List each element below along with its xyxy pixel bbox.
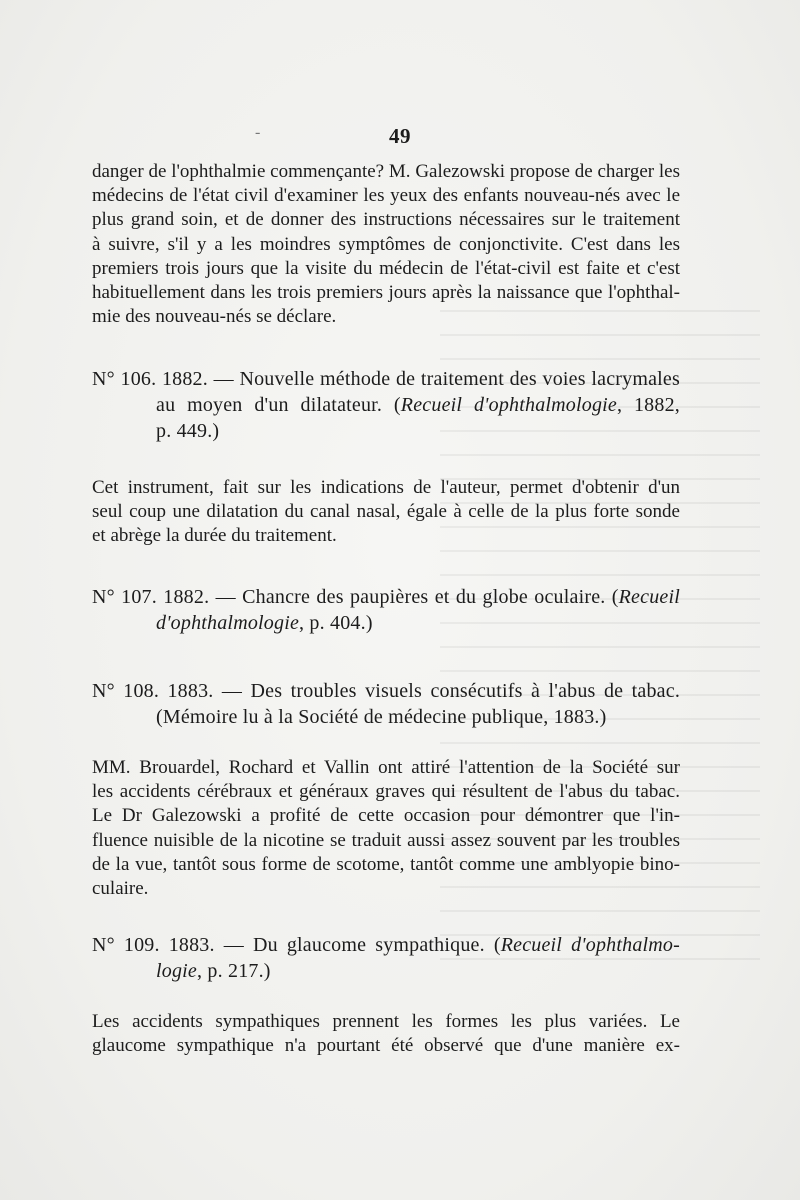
text-line: médecins de l'état civil d'examiner les yeux des enfants nouveau-nés avec le bbox=[92, 185, 680, 207]
entry-107-line1 bbox=[92, 584, 680, 610]
entry-title: — Chancre des paupières et du globe oculaire. ( bbox=[215, 586, 619, 608]
text-line: Les accidents sympathiques prennent les formes les plus variées. Le bbox=[92, 1011, 680, 1032]
text-line: Le Dr Galezowski a profité de cette occasion pour démontrer que l'in- bbox=[92, 805, 680, 827]
entry-number: N° 107. bbox=[92, 586, 157, 608]
entry-title-cont: au moyen d'un dilatateur. ( bbox=[156, 394, 401, 416]
entry-109-heading bbox=[92, 932, 680, 984]
journal-name: Recueil d'ophthalmo- bbox=[500, 934, 680, 956]
entry-number: N° 109. bbox=[92, 934, 160, 956]
text-line: culaire. bbox=[92, 878, 149, 900]
text-line: fluence nuisible de la nicotine se traduit aussi assez souvent par les troubles bbox=[92, 829, 680, 851]
entry-106-line1 bbox=[92, 366, 680, 392]
entry-108-line1 bbox=[92, 678, 680, 704]
journal-name: Recueil d'ophthalmologie bbox=[400, 394, 617, 416]
entry-year: 1882. bbox=[163, 586, 210, 608]
entry-title: — Du glaucome sympathique. ( bbox=[223, 934, 501, 956]
citation-end: , 1882, bbox=[616, 394, 680, 416]
entry-year: 1882. bbox=[161, 368, 208, 390]
journal-name-cont: d'ophthalmologie bbox=[156, 612, 300, 634]
entry-title: — Nouvelle méthode de traitement des voies lacrymales bbox=[213, 368, 680, 390]
paragraph-dilatator bbox=[92, 476, 680, 549]
entry-106-heading bbox=[92, 366, 680, 444]
citation-end: , p. 217.) bbox=[197, 960, 271, 982]
header-dash: - bbox=[255, 124, 261, 141]
page-number: 49 bbox=[389, 124, 411, 148]
text-line: mie des nouveau-nés se déclare. bbox=[92, 306, 337, 328]
text-line: à suivre, s'il y a les moindres symptômes de conjonctivite. C'est dans les bbox=[92, 233, 680, 255]
paragraph-tobacco bbox=[92, 756, 680, 901]
text-line: premiers trois jours que la visite du médecin de l'état-civil est faite et c'est bbox=[92, 257, 680, 279]
text-line: de la vue, tantôt sous forme de scotome, tantôt comme une amblyopie bino- bbox=[92, 853, 680, 875]
entry-number: N° 108. bbox=[92, 680, 160, 702]
entry-108-line2: (Mémoire lu à la Société de médecine publique, 1883.) bbox=[156, 706, 607, 728]
text-line: danger de l'ophthalmie commençante? M. Galezowski propose de charger les bbox=[92, 161, 680, 182]
entry-year: 1883. bbox=[167, 680, 214, 702]
entry-109-line1 bbox=[92, 932, 680, 958]
entry-107-heading bbox=[92, 584, 680, 636]
text-line: glaucome sympathique n'a pourtant été observé que d'une manière ex- bbox=[92, 1035, 680, 1057]
entry-106-line2 bbox=[92, 392, 680, 418]
text-line: Cet instrument, fait sur les indications de l'auteur, permet d'obtenir d'un bbox=[92, 477, 680, 498]
entry-109-line2 bbox=[92, 958, 680, 984]
text-line: MM. Brouardel, Rochard et Vallin ont attiré l'attention de la Société sur bbox=[92, 757, 680, 778]
paragraph-glaucoma bbox=[92, 1010, 680, 1058]
entry-106-line3: p. 449.) bbox=[156, 420, 220, 442]
text-line: plus grand soin, et de donner des instructions nécessaires sur le traitement bbox=[92, 209, 680, 231]
entry-108-heading bbox=[92, 678, 680, 730]
text-line: habituellement dans les trois premiers jours après la naissance que l'ophthal- bbox=[92, 282, 680, 304]
entry-year: 1883. bbox=[168, 934, 215, 956]
text-line: seul coup une dilatation du canal nasal, égale à celle de la plus forte sonde bbox=[92, 501, 680, 523]
text-line: les accidents cérébraux et généraux graves qui résultent de l'abus du tabac. bbox=[92, 781, 680, 803]
citation-end: , p. 404.) bbox=[299, 612, 373, 634]
entry-107-line2 bbox=[92, 610, 680, 636]
journal-name-cont: logie bbox=[156, 960, 197, 982]
journal-name: Recueil bbox=[618, 586, 681, 608]
paragraph-ophthalmia-newborn bbox=[92, 160, 680, 329]
entry-title: — Des troubles visuels consécutifs à l'abus de tabac. bbox=[221, 680, 681, 702]
entry-number: N° 106. bbox=[92, 368, 157, 390]
text-line: et abrège la durée du traitement. bbox=[92, 525, 337, 547]
